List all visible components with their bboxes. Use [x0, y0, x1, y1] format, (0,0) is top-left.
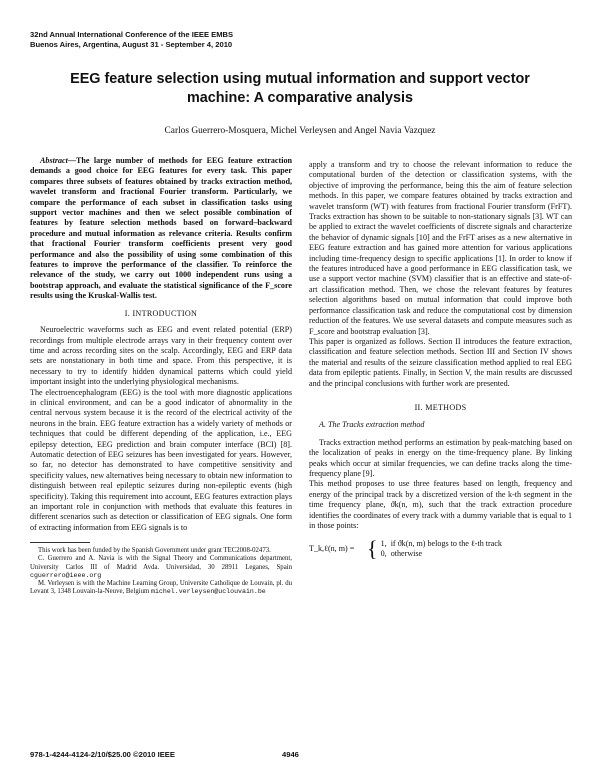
intro-paragraph-2: The electroencephalogram (EEG) is the tool with more diagnostic applications in clinical environment, and can be a good indicator of abnormality in the central nervous system because it is the record of the electrical activity of the neurons in the brain. EEG feature extraction has a widely variety of methods or techniques that could be different depending of the application, i.e., EEG epilepsy detection, EEG prediction and brain computer interface (BCI) [8]. Automatic detection of EEG seizures has been investigated for years. However, so far, no detector has demonstrated to have competitive sensitivity and specificity values, new alternatives being necessary to obtain new information to distinguish between real epileptic seizures during non-epileptic events (high specificity). Taking this requirement into account, EEG features extraction plays an important role in conjunction with methods that evaluate this features in different scenarios such as detection or classification of EEG signals. One form of extracting information from EEG signals is to — [30, 387, 292, 532]
methods-paragraph-2: This method proposes to use three features based on length, frequency and energy of the principal track by a discretized version of the k-th segment in the time frequency plane, ϑk(n, m), such that the track extraction procedure identifies the coordinates of every track with a dummy variable that is equal to 1 in those points: — [309, 479, 572, 530]
title-line-1: EEG feature selection using mutual information and support vector — [70, 71, 530, 87]
left-column — [30, 156, 292, 596]
section-heading-methods: II. METHODS — [414, 402, 467, 412]
footnote-affiliation-2: M. Verleysen is with the Machine Learning Group, Universite Catholique de Louvain, pl. du Levant 3, 1348 Louvain-la-Neuve, Belgium michel.verleysen@uclouvain.be — [30, 580, 292, 596]
paper-title — [50, 70, 550, 108]
footnotes — [30, 547, 292, 596]
intro-paragraph-1: Neuroelectric waveforms such as EEG and event related potential (ERP) recordings from multiple electrode arrays vary in their frequency content over time and across recording sites on the scalp. Accordingly, EEG and ERP data sets are nonstationary in both time and space. From this perspective, it is necessary to try to identify hidden dynamical patterns which could yield important insight into the underlying physiological mechanisms. — [30, 325, 292, 387]
footnote-divider — [30, 542, 90, 543]
abstract-label: Abstract — [40, 156, 68, 165]
footnote-affiliation-1: C. Guerrero and A. Navia is with the Signal Theory and Communications department, University Carlos III of Madrid Avda. Universidad, 30 28911 Leganes, Spain cguerrero@ieee.org — [30, 555, 292, 579]
methods-paragraph-1: Tracks extraction method performs an estimation by peak-matching based on the localization of peaks in energy on the time-frequency plane. By linking peaks which occur at similar frequencies, we can define tracks along the time-frequency plane [9]. — [309, 437, 572, 478]
equation-case-2: 0, otherwise — [380, 549, 423, 559]
conference-header — [30, 30, 233, 49]
equation-cases — [381, 539, 502, 559]
intro-paragraph-3: apply a transform and try to choose the relevant information to reduce the computational burden of the detection or classification systems, with the objective of improving the performance, being this the aim of feature selection methods. In this paper, we compare features obtained by tracks extraction and wavelet transform (WT) with features from fractional Fourier transform (FrFT). Tracks extraction has shown to be suitable to non-stationary signals [3]. WT can be applied to extract the wavelet coefficients of discrete signals and characterize the behavior of dynamic signals [10] and the FrFT arises as a new alternative in EEG feature extraction and has gained more attention for various applications including time-frequency design to specific applications [1]. In order to know if the features introduced have a good performance in EEG classification task, we use a support vector machine (SVM) classifier that is an effective and state-of-art classification method. Then, we chose the relevant features by features selection algorithms based on mutual information that could improve both performance classification task and reduce the computational cost by dimension reduction of the features. We use several datasets and compute measures such as F_score and bootstrap evaluation [3]. — [309, 160, 572, 336]
conference-location: Buenos Aires, Argentina, August 31 - September 4, 2010 — [30, 39, 233, 49]
intro-paragraph-4: This paper is organized as follows. Section II introduces the feature extraction, classification and feature selection methods. Section III and Section IV shows the material and results of the seizure classification method applied to real EEG data from epileptic patients. Finally, in Section V, the main results are discussed and the principal conclusions with further work are presented. — [309, 336, 572, 388]
subsection-heading-tracks: A. The Tracks extraction method — [319, 420, 425, 430]
conference-name: 32nd Annual International Conference of the IEEE EMBS — [30, 30, 234, 39]
equation-tracks — [309, 536, 572, 562]
right-column — [309, 160, 572, 562]
footer-isbn: 978-1-4244-4124-2/10/$25.00 ©2010 IEEE — [30, 750, 175, 759]
title-line-2: machine: A comparative analysis — [186, 90, 414, 106]
abstract — [30, 156, 292, 302]
footer-page-number: 4946 — [282, 750, 299, 759]
equation-brace: { — [367, 536, 378, 562]
abstract-text: —The large number of methods for EEG feature extraction demands a good choice for EEG features for every task. This paper compares three subsets of features obtained by tracks extraction method, wavelet transform and fractional Fourier transform. Particularly, we compare the performance of each subset in classification tasks using support vector machines and then we select possible combination of features by feature selection methods based on forward–backward procedure and mutual information as relevance criteria. Results confirm that fractional Fourier transform coefficients present very good performance and also the possibility of using some combination of this features to improve the performance of the classifier. To reinforce the relevance of the study, we carry out 1000 independent runs using a bootstrap approach, and evaluate the statistical significance of the F_score results using the Kruskal-Wallis test. — [30, 156, 292, 301]
email-link[interactable]: cguerrero@ieee.org — [30, 571, 102, 579]
equation-case-1: 1, if ϑk(n, m) belogs to the ℓ-th track — [380, 539, 502, 549]
author-list: Carlos Guerrero-Mosquera, Michel Verleysen and Angel Navia Vazquez — [164, 126, 436, 136]
section-heading-introduction: I. INTRODUCTION — [124, 308, 198, 318]
email-link[interactable]: michel.verleysen@uclouvain.be — [151, 588, 266, 596]
footnote-funding: This work has been funded by the Spanish Government under grant TEC2008-02473. — [38, 547, 271, 555]
equation-lhs: T_k,ℓ(n, m) = — [309, 544, 355, 554]
